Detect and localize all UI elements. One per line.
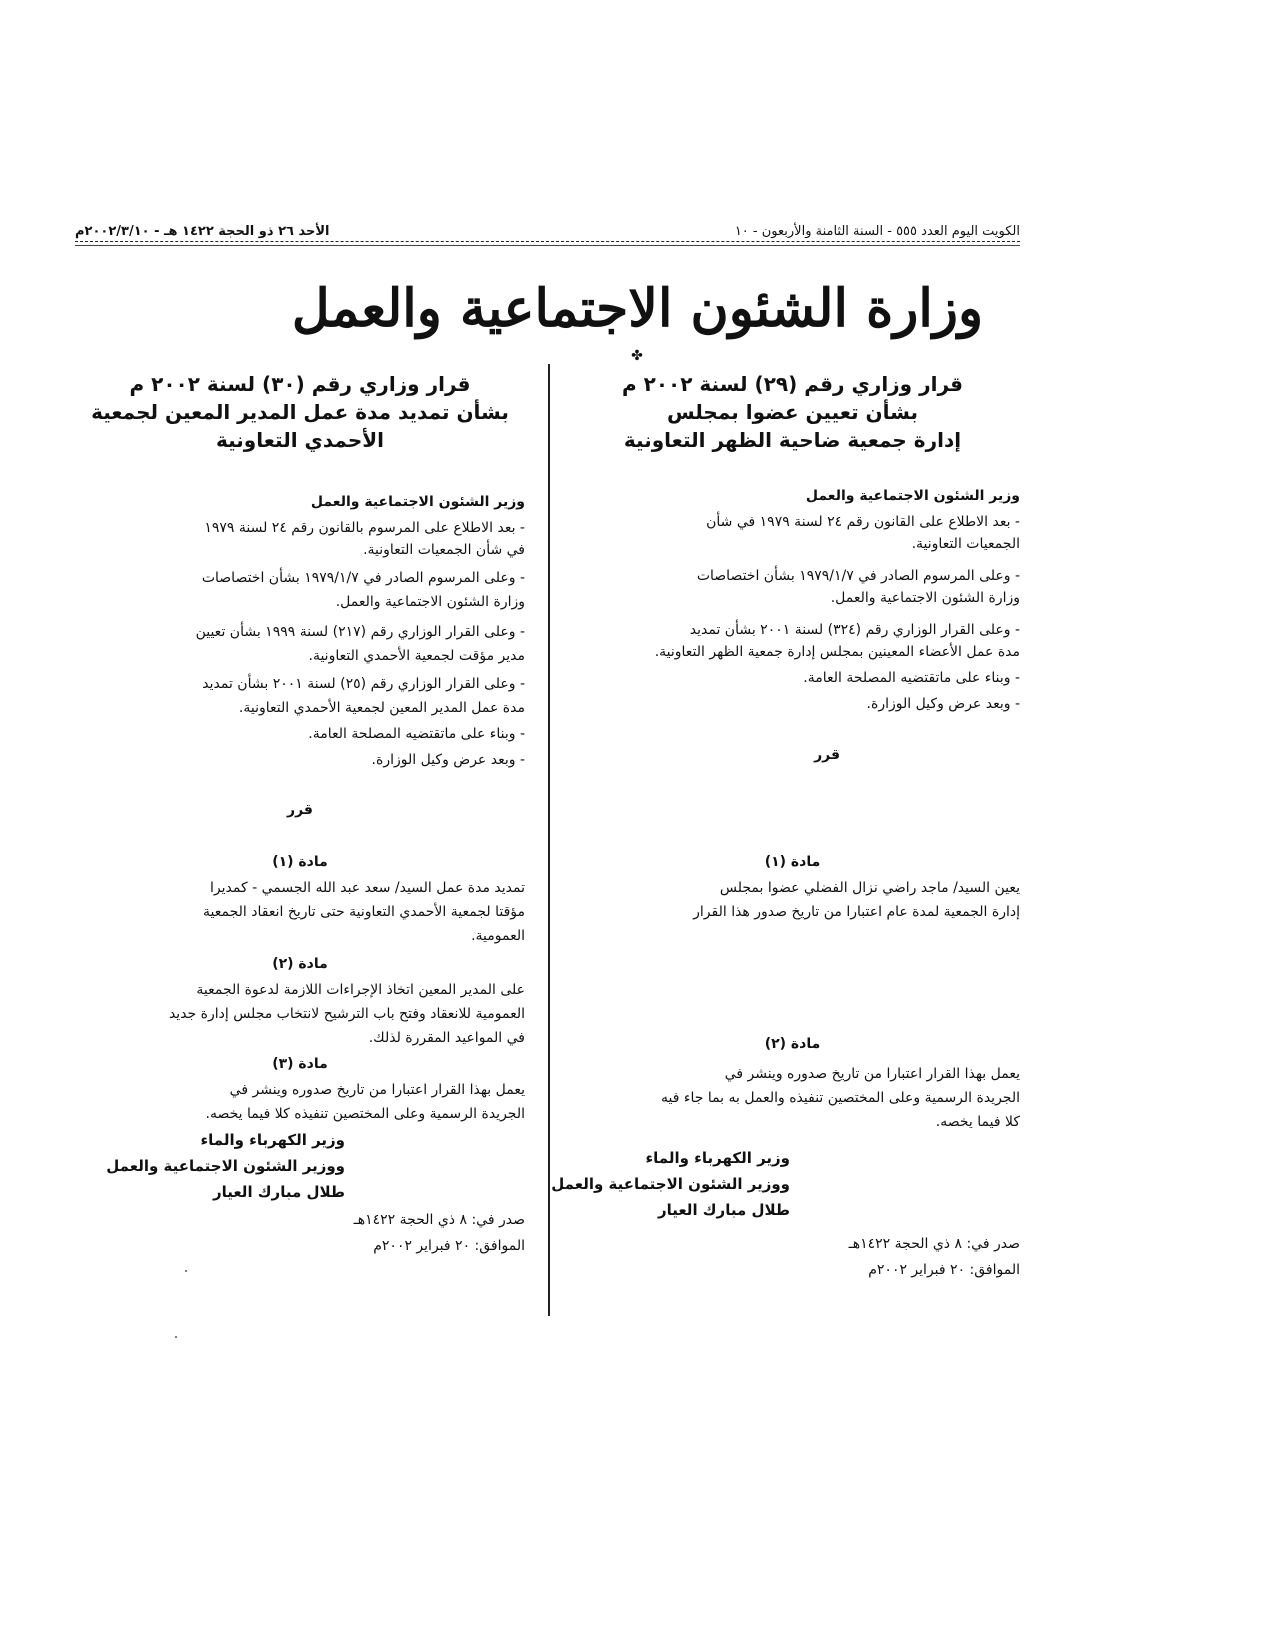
left-article1-line: العمومية. (471, 928, 525, 944)
right-article1-line: يعين السيد/ ماجد راضي نزال الفضلي عضوا بمجلس (719, 880, 1020, 896)
left-article1-line: تمديد مدة عمل السيد/ سعد عبد الله الجسمي - كمديرا (210, 880, 525, 896)
left-corresponding-date: الموافق: ٢٠ فبراير ٢٠٠٢م (373, 1238, 525, 1254)
right-preamble-line: مدة عمل الأعضاء المعينين بمجلس إدارة جمعية الظهر التعاونية. (654, 644, 1020, 660)
left-issued-at: صدر في: ٨ ذي الحجة ١٤٢٢هـ (353, 1212, 525, 1228)
left-article3-heading: مادة (٣) (272, 1056, 328, 1072)
header-date: الأحد ٢٦ ذو الحجة ١٤٢٢ هـ - ٢٠٠٢/٣/١٠م (75, 224, 330, 239)
right-minister-heading: وزير الشئون الاجتماعية والعمل (805, 488, 1020, 504)
column-divider (548, 364, 550, 1316)
left-preamble-line: - وعلى القرار الوزاري رقم (٢٥) لسنة ٢٠٠١ بشأن تمديد (202, 676, 525, 692)
right-preamble-line: - وعلى القرار الوزاري رقم (٣٢٤) لسنة ٢٠٠١ بشأن تمديد (689, 622, 1020, 638)
left-preamble-line: - وبناء على ماتقتضيه المصلحة العامة. (308, 726, 525, 742)
right-preamble-line: وزارة الشئون الاجتماعية والعمل. (830, 590, 1020, 606)
right-signature-line: وزير الكهرباء والماء (645, 1149, 790, 1167)
header-rule-solid (75, 245, 1020, 246)
left-article1-heading: مادة (١) (272, 854, 328, 870)
left-preamble-line: - وبعد عرض وكيل الوزارة. (371, 752, 525, 768)
right-article2-heading: مادة (٢) (764, 1036, 821, 1052)
left-article2-heading: مادة (٢) (272, 956, 328, 972)
right-article2-line: الجريدة الرسمية وعلى المختصين تنفيذه والعمل به بما جاء فيه (661, 1090, 1020, 1106)
right-corresponding-date: الموافق: ٢٠ فبراير ٢٠٠٢م (868, 1262, 1020, 1278)
left-preamble-line: - بعد الاطلاع على المرسوم بالقانون رقم ٢٤ لسنة ١٩٧٩ (204, 520, 525, 536)
ornament-icon: ✤ (631, 348, 643, 364)
right-issued-at: صدر في: ٨ ذي الحجة ١٤٢٢هـ (848, 1236, 1020, 1252)
left-decree-title-2: بشأن تمديد مدة عمل المدير المعين لجمعية (91, 400, 509, 424)
right-signature-line: ووزير الشئون الاجتماعية والعمل (551, 1175, 790, 1193)
left-article1-line: مؤقتا لجمعية الأحمدي التعاونية حتى تاريخ انعقاد الجمعية (203, 904, 525, 920)
right-decree-title-3: إدارة جمعية ضاحية الظهر التعاونية (623, 428, 962, 452)
ministry-title: وزارة الشئون الاجتماعية والعمل (291, 278, 984, 339)
left-signature-line: ووزير الشئون الاجتماعية والعمل (106, 1157, 345, 1175)
right-signature-name: طلال مبارك العيار (657, 1201, 790, 1219)
left-article3-line: الجريدة الرسمية وعلى المختصين تنفيذه كلا فيما يخصه. (205, 1106, 525, 1122)
scan-speck (185, 1270, 187, 1272)
right-article2-line: يعمل بهذا القرار اعتبارا من تاريخ صدوره وينشر في (724, 1066, 1020, 1082)
header-rule (75, 241, 1020, 242)
left-preamble-line: مدير مؤقت لجمعية الأحمدي التعاونية. (308, 648, 525, 664)
left-preamble-line: وزارة الشئون الاجتماعية والعمل. (335, 594, 525, 610)
left-preamble-line: - وعلى القرار الوزاري رقم (٢١٧) لسنة ١٩٩٩ بشأن تعيين (195, 624, 525, 640)
right-preamble-line: - وعلى المرسوم الصادر في ١٩٧٩/١/٧ بشأن اختصاصات (696, 568, 1020, 584)
right-preamble-line: - وبعد عرض وكيل الوزارة. (866, 696, 1020, 712)
right-article1-heading: مادة (١) (764, 854, 821, 870)
right-decree-title-2: بشأن تعيين عضوا بمجلس (667, 400, 918, 424)
left-preamble-line: مدة عمل المدير المعين لجمعية الأحمدي التعاونية. (238, 700, 525, 716)
left-article2-line: على المدير المعين اتخاذ الإجراءات اللازمة لدعوة الجمعية (196, 982, 525, 998)
left-signature-line: وزير الكهرباء والماء (200, 1131, 345, 1149)
left-signature-name: طلال مبارك العيار (212, 1183, 345, 1201)
left-preamble-line: - وعلى المرسوم الصادر في ١٩٧٩/١/٧ بشأن اختصاصات (201, 570, 525, 586)
left-article2-line: في المواعيد المقررة لذلك. (368, 1030, 525, 1046)
right-preamble-line: الجمعيات التعاونية. (911, 536, 1020, 552)
left-article2-line: العمومية للانعقاد وفتح باب الترشيح لانتخاب مجلس إدارة جديد (168, 1006, 525, 1022)
header-issue: الكويت اليوم العدد ٥٥٥ - السنة الثامنة والأربعون - ١٠ (734, 224, 1020, 239)
left-article3-line: يعمل بهذا القرار اعتبارا من تاريخ صدوره وينشر في (229, 1082, 525, 1098)
left-minister-heading: وزير الشئون الاجتماعية والعمل (310, 494, 525, 510)
left-decree-title-1: قرار وزاري رقم (٣٠) لسنة ٢٠٠٢ م (129, 372, 471, 396)
scan-speck (175, 1336, 177, 1338)
right-decides: قرر (814, 747, 840, 763)
right-preamble-line: - وبناء على ماتقتضيه المصلحة العامة. (803, 670, 1020, 686)
left-decides: قرر (287, 802, 313, 818)
left-decree-title-3: الأحمدي التعاونية (216, 428, 384, 452)
left-preamble-line: في شأن الجمعيات التعاونية. (363, 542, 525, 558)
right-decree-title-1: قرار وزاري رقم (٢٩) لسنة ٢٠٠٢ م (622, 372, 963, 396)
right-article1-line: إدارة الجمعية لمدة عام اعتبارا من تاريخ صدور هذا القرار (693, 904, 1020, 920)
right-article2-line: كلا فيما يخصه. (935, 1114, 1020, 1130)
right-preamble-line: - بعد الاطلاع على القانون رقم ٢٤ لسنة ١٩٧٩ في شأن (706, 514, 1020, 530)
